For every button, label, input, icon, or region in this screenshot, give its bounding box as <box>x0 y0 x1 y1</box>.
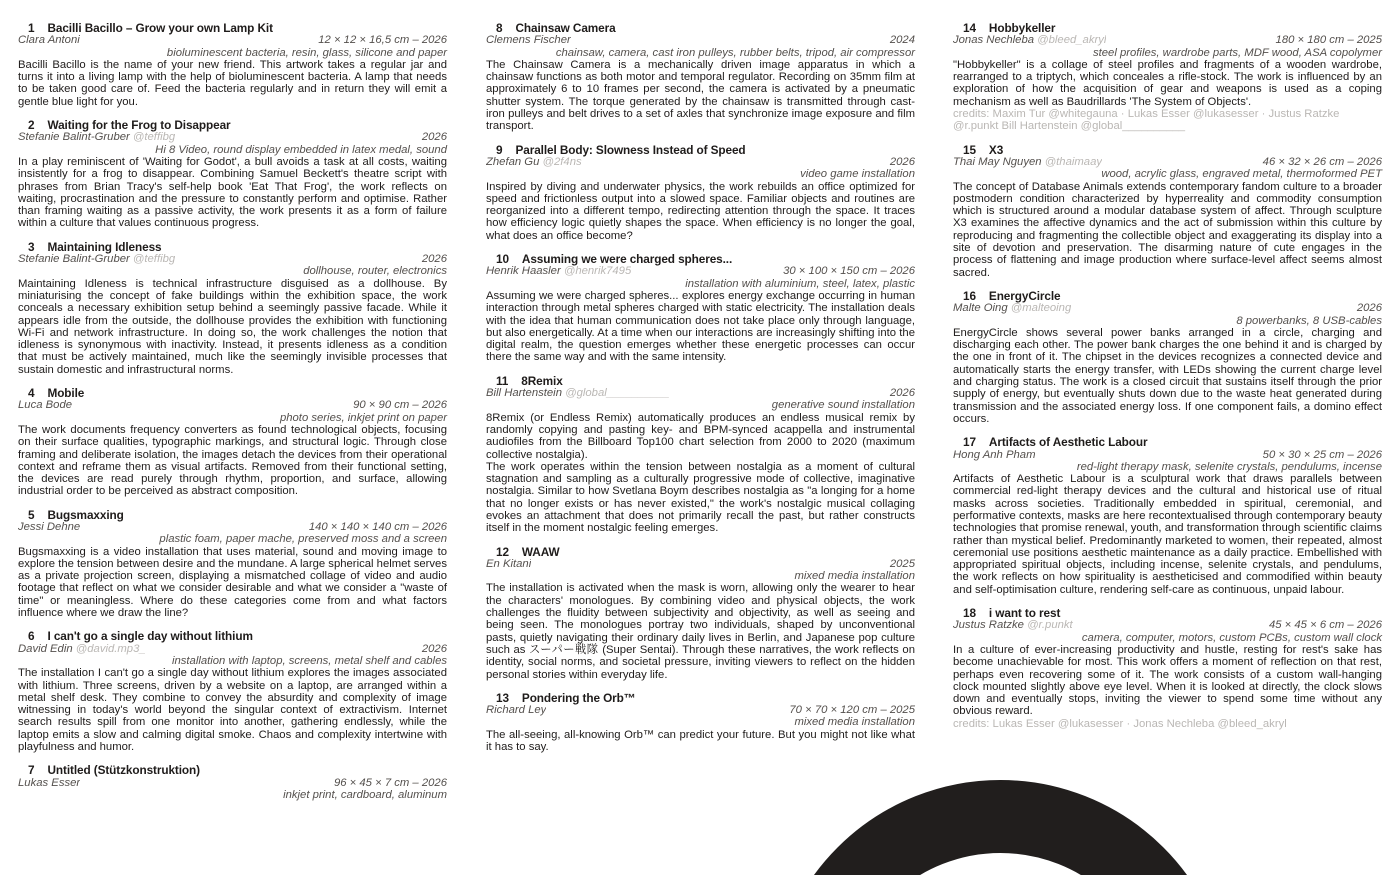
artist <box>18 34 80 46</box>
artist-name: Jonas Nechleba <box>953 34 1035 47</box>
entry-description <box>486 582 915 680</box>
entry-header <box>486 375 915 387</box>
artist <box>953 619 1073 631</box>
entry-header <box>486 22 915 34</box>
entry-title: Hobbykeller <box>988 21 1056 35</box>
entry-byline <box>953 302 1382 314</box>
materials-line: dollhouse, router, electronics <box>303 265 447 278</box>
description-paragraph: "Hobbykeller" is a collage of steel profiles and fragments of a wooden wardrobe, rearranged to a triptych, which conceales a rifle-stock. The work is influenced by an exploration of how the acquisition of gear and weapons is used as a coping mechanism as well as Baudrillards 'The System of Objects'. <box>953 58 1382 108</box>
entry-header <box>486 253 915 265</box>
artist <box>18 643 146 655</box>
materials-line: installation with aluminium, steel, latex, plastic <box>685 277 915 290</box>
entry-title: Waiting for the Frog to Disappear <box>47 118 231 133</box>
artist-name: Jessi Dehne <box>18 520 81 533</box>
dimensions-year: 12 × 12 × 16,5 cm – 2026 <box>318 34 447 47</box>
artist <box>486 156 582 168</box>
artist-name: Lukas Esser <box>18 776 81 789</box>
entry-description <box>953 644 1382 718</box>
materials-line: inkjet print, cardboard, aluminum <box>283 788 447 801</box>
entry-number: 5 <box>28 507 35 522</box>
artist <box>486 704 546 716</box>
dimensions-year: 30 × 100 × 150 cm – 2026 <box>783 265 915 278</box>
entry-byline <box>486 34 915 46</box>
entry-header <box>18 630 447 642</box>
artist-name: Henrik Haasler <box>486 265 561 278</box>
entry-title: 8Remix <box>521 373 563 388</box>
entry-byline <box>18 643 447 655</box>
entry-header <box>953 436 1382 448</box>
dimensions-year: 2026 <box>889 155 915 168</box>
entry-description <box>486 290 915 364</box>
entry-description <box>953 473 1382 596</box>
entry-header <box>953 290 1382 302</box>
entry-byline <box>486 704 915 716</box>
entry-title: I can't go a single day without lithium <box>47 629 253 644</box>
entry-description <box>486 412 915 535</box>
entry-header <box>18 22 447 34</box>
entry-number: 1 <box>28 21 35 35</box>
entry-description <box>486 59 915 133</box>
artwork-entry <box>18 22 447 108</box>
description-paragraph: The work documents frequency converters as found technological objects, focusing on their surface qualities, typographic markings, and structural logic. Through close framing and deliberate isolation, the images detach the devices from their operational context and reframe them as visual artifacts. Removed from their functional setting, the devices are read purely through rhythm, proportion, and surface, allowing industrial order to be perceived as abstract composition. <box>18 423 447 498</box>
materials-line: mixed media installation <box>794 716 915 729</box>
artist-name: En Kitani <box>486 557 532 570</box>
column-left <box>18 22 447 812</box>
artwork-entry <box>18 630 447 753</box>
dimensions-year: 2026 <box>421 642 447 655</box>
entry-header <box>486 144 915 156</box>
entry-title: WAAW <box>521 544 560 559</box>
artist <box>18 777 80 789</box>
entry-title: Untitled (Stützkonstruktion) <box>47 763 200 778</box>
dimensions-year: 96 × 45 × 7 cm – 2026 <box>333 776 447 789</box>
entry-number: 8 <box>496 21 503 35</box>
entry-number: 9 <box>496 142 503 157</box>
description-paragraph: In a culture of ever-increasing productivity and hustle, resting for rest's sake has become unachievable for most. This work offers a moment of reflection on that rest, perhaps even recovering some of it. The work consists of a custom wall-hanging clock mounted slightly above eye level. When it is looked at directly, the clock slows down and eventually stops, inviting the viewer to spend some time without any obvious reward. <box>953 643 1382 718</box>
entry-description <box>18 59 447 108</box>
entry-number: 18 <box>963 606 976 621</box>
artwork-entry <box>486 144 915 242</box>
entry-number: 16 <box>963 288 976 303</box>
dimensions-year: 2026 <box>889 387 915 400</box>
artist <box>953 156 1102 168</box>
entry-header <box>18 241 447 253</box>
materials-line: red-light therapy mask, selenite crystals, pendulums, incense <box>1076 460 1382 473</box>
entry-header <box>18 387 447 399</box>
entry-byline <box>18 777 447 789</box>
description-paragraph: The installation is activated when the mask is worn, allowing only the wearer to hear the characters' monologues. By combining video and physical objects, the work challenges the fluidity between subjectivity and objectivity, as well as seeing and being seen. The monologues portray two individuals, shaped by unconventional pasts, quietly navigating their ordinary daily lives in Berlin, and Japanese pop culture such as スーパー戦隊 (Super Sentai). Through these narratives, the work reflects on identity, social norms, and societal pressure, inviting viewers to reflect on the hidden personal stories within everyday life. <box>486 582 915 681</box>
entry-number: 13 <box>496 690 509 705</box>
column-middle <box>486 22 915 764</box>
materials-line: plastic foam, paper mache, preserved moss and a screen <box>159 533 447 546</box>
artist-name: Justus Ratzke <box>953 619 1024 632</box>
entry-number: 10 <box>496 252 509 267</box>
artist <box>953 34 1106 46</box>
artist-name: Zhefan Gu <box>486 155 540 168</box>
artist-name: Richard Ley <box>486 704 547 717</box>
artist-name: Hong Anh Pham <box>953 448 1036 461</box>
artist-handle: @henrik7495 <box>563 265 632 278</box>
artist <box>486 558 531 570</box>
materials-line: photo series, inkjet print on paper <box>279 411 447 424</box>
artist-handle: @thaimaay <box>1044 155 1102 168</box>
artist-handle: @bleed_akryl <box>1037 34 1107 47</box>
entry-byline <box>953 156 1382 168</box>
artwork-entry <box>953 607 1382 730</box>
materials-line: generative sound installation <box>771 399 915 412</box>
artist <box>953 449 1035 461</box>
entry-header <box>486 546 915 558</box>
artist <box>18 399 72 411</box>
artist-name: Clemens Fischer <box>486 34 571 47</box>
entry-number: 12 <box>496 544 509 559</box>
entry-description <box>953 181 1382 279</box>
description-paragraph: In a play reminiscent of 'Waiting for Godot', a bull avoids a task at all costs, waiting insistently for a frog to disappear. Combining Samuel Beckett's theatre script with phrases from Brian Tracy's self-help book 'Eat That Frog', the work reflects on waiting, procrastination and the pressure to constantly perform and optimise. Rather than framing waiting as a passive activity, the work presents it as a form of failure within a culture that values continuous progress. <box>18 155 447 230</box>
artist-handle: @global__________ <box>565 387 670 400</box>
entry-title: Assuming we were charged spheres... <box>521 252 733 267</box>
artist-name: Stefanie Balint-Gruber <box>18 253 130 266</box>
artwork-entry <box>18 387 447 498</box>
entry-number: 3 <box>28 239 35 254</box>
entry-number: 14 <box>963 21 976 35</box>
materials-line: camera, computer, motors, custom PCBs, custom wall clock <box>1081 631 1382 644</box>
artwork-entry <box>486 375 915 535</box>
entry-title: Pondering the Orb™ <box>521 690 636 705</box>
entry-byline <box>953 449 1382 461</box>
artist-handle: @r.punkt <box>1027 619 1073 632</box>
entry-number: 11 <box>496 373 509 388</box>
entry-title: Bacilli Bacillo – Grow your own Lamp Kit <box>47 21 273 35</box>
materials-line: video game installation <box>800 168 915 181</box>
artwork-entry <box>486 253 915 364</box>
entry-byline <box>18 253 447 265</box>
entry-byline <box>18 399 447 411</box>
entry-description <box>486 181 915 242</box>
materials-line: mixed media installation <box>794 570 915 583</box>
artwork-entry <box>18 119 447 230</box>
dimensions-year: 180 × 180 cm – 2025 <box>1275 34 1382 47</box>
dimensions-year: 70 × 70 × 120 cm – 2025 <box>789 704 915 717</box>
entry-header <box>953 22 1382 34</box>
materials-line: wood, acrylic glass, engraved metal, thermoformed PET <box>1101 168 1382 181</box>
description-paragraph: The Chainsaw Camera is a mechanically driven image apparatus in which a chainsaw functions as both motor and temporal regulator. Recording on 35mm film at approximately 6 to 10 frames per second, the camera is activated by a pneumatic shutter system. The torque generated by the chainsaw is transmitted through cast-iron pulleys and belt drives to a set of axles that synchronize image exposure and film transport. <box>486 58 915 133</box>
artwork-entry <box>18 764 447 801</box>
entry-title: Artifacts of Aesthetic Labour <box>988 435 1148 450</box>
entry-header <box>486 692 915 704</box>
artwork-entry <box>953 436 1382 596</box>
entry-title: X3 <box>988 142 1004 157</box>
dimensions-year: 2024 <box>889 34 915 47</box>
dimensions-year: 90 × 90 cm – 2026 <box>353 399 447 412</box>
entry-header <box>18 509 447 521</box>
entry-byline <box>486 265 915 277</box>
artist-handle: @teffibg <box>132 131 176 144</box>
artwork-entry <box>18 241 447 376</box>
description-paragraph: Maintaining Idleness is technical infrastructure disguised as a dollhouse. By miniaturising the concept of fake buildings within the exhibition space, the work conceals a necessary exhibition setup behind a seemingly passive facade. While it appears idle from the outside, the dollhouse provides the exhibition with functioning Wi-Fi and network infrastructure. In doing so, the work challenges the notion that idleness is synonymous with inactivity. Instead, it presents idleness as a condition that must be actively maintained, much like the seemingly invisible processes that sustain domestic and infrastructural norms. <box>18 277 447 376</box>
description-paragraph: The installation I can't go a single day without lithium explores the images associated with lithium. Three screens, driven by a website on a laptop, are arranged within a metal shelf desk. They combine to convey the absurdity and complexity of image witnessing in today's world beyond the singular context of extractivism. Internet search results spill from one monitor into another, gathering endlessly, while the laptop emits a slow and calming digital smoke. Chaos and complexity intertwine with playfulness and humor. <box>18 667 447 754</box>
entry-description <box>953 327 1382 425</box>
artist <box>486 387 670 399</box>
artist-handle: @teffibg <box>132 253 176 266</box>
artist-name: Clara Antoni <box>18 34 80 47</box>
entry-number: 7 <box>28 763 35 778</box>
artist-name: Stefanie Balint-Gruber <box>18 131 130 144</box>
entry-credits: credits: Maxim Tur @whitegauna · Lukas Esser @lukasesser · Justus Ratzke @r.punkt Bill Hartenstein @global__________ <box>953 108 1340 133</box>
artwork-entry <box>486 546 915 681</box>
description-paragraph: Artifacts of Aesthetic Labour is a sculptural work that draws parallels between commercial red-light therapy devices and the cultural and historical use of ritual masks across societies. Traditionally embedded in spiritual, ceremonial, and performative contexts, masks are here recontextualised through contemporary beauty technologies that promise renewal, youth, and transformation through scientific claims rather than mystical belief. Predominantly marketed to women, their repeated, almost ceremonial use positions aesthetic maintenance as a daily practice. Embellished with appropriated spiritual objects, including incense, selenite crystals, and pendulums, the work reflects on how spirituality is aestheticised and commodified within beauty and self-optimisation culture, rendering self-care as continuous, unpaid labour. <box>953 473 1382 596</box>
artist <box>953 302 1071 314</box>
entry-byline <box>486 387 915 399</box>
artist-handle: @david.mp3_ <box>75 642 146 655</box>
dimensions-year: 2025 <box>889 557 915 570</box>
description-paragraph: The all-seeing, all-knowing Orb™ can predict your future. But you might not like what it has to say. <box>486 728 915 754</box>
dimensions-year: 46 × 32 × 26 cm – 2026 <box>1262 155 1382 168</box>
entry-title: Maintaining Idleness <box>47 239 162 254</box>
entry-byline <box>18 34 447 46</box>
entry-description <box>18 156 447 230</box>
dimensions-year: 140 × 140 × 140 cm – 2026 <box>308 520 447 533</box>
dimensions-year: 2026 <box>421 253 447 266</box>
dimensions-year: 2026 <box>1356 302 1382 315</box>
artist-handle: @2f4ns <box>542 155 582 168</box>
artist <box>486 34 571 46</box>
entry-byline <box>953 34 1382 46</box>
description-paragraph: The concept of Database Animals extends contemporary fandom culture to a broader postmodern condition characterized by hyperreality and commodity consumption which is structured around a modular database system of affect. Through sculpture X3 examines the affective dynamics and the act of submission within this culture by reproducing and fragmenting the collectible object and exaggerating its display into a site of devotion and preservation. The disarming nature of cute engages in the process of flattening and image production where surface-level affect seems almost sacred. <box>953 180 1382 279</box>
materials-line: steel profiles, wardrobe parts, MDF wood, ASA copolymer <box>1092 46 1382 59</box>
entry-description <box>18 424 447 498</box>
entry-description <box>953 59 1382 108</box>
column-right <box>953 22 1382 741</box>
entry-title: Chainsaw Camera <box>515 21 616 35</box>
entry-description <box>18 278 447 376</box>
entry-byline <box>486 558 915 570</box>
materials-line: 8 powerbanks, 8 USB-cables <box>1236 314 1382 327</box>
entry-title: Parallel Body: Slowness Instead of Speed <box>515 142 746 157</box>
artist <box>486 265 631 277</box>
artist <box>18 253 175 265</box>
materials-line: installation with laptop, screens, metal shelf and cables <box>171 654 447 667</box>
materials-line: bioluminescent bacteria, resin, glass, silicone and paper <box>166 46 447 59</box>
artist <box>18 521 80 533</box>
dimensions-year: 50 × 30 × 25 cm – 2026 <box>1262 448 1382 461</box>
entry-byline <box>486 156 915 168</box>
entry-credits: credits: Lukas Esser @lukasesser · Jonas Nechleba @bleed_akryl <box>953 717 1287 730</box>
description-paragraph: The work operates within the tension between nostalgia as a moment of cultural stagnation and sampling as a culturally progressive mode of collective, imaginative nostalgia. Similar to how Svetlana Boym describes nostalgia as "a longing for a home that no longer exists or has never existed," the work's nostalgic musical collaging evokes an attachment that does not primarily recall the past, but rather constructs itself in the moment nostalgic feeling emerges. <box>486 460 915 535</box>
description-paragraph: 8Remix (or Endless Remix) automatically produces an endless musical remix by randomly copying and pasting key- and BPM-synced acappella and instrumental audiofiles from the Billboard Top100 chart selection from 2000 to 2020 (maximum collective nostalgia). <box>486 411 915 461</box>
entry-title: EnergyCircle <box>988 288 1061 303</box>
artwork-entry <box>486 692 915 753</box>
entry-number: 15 <box>963 142 976 157</box>
description-paragraph: Bacilli Bacillo is the name of your new friend. This artwork takes a regular jar and turns it into a living lamp with the help of bioluminescent bacteria. A lamp that needs to be taken good care of. Feed the bacteria regularly and in return they will emit a gentle blue light for you. <box>18 58 447 108</box>
description-paragraph: Inspired by diving and underwater physics, the work rebuilds an office optimized for speed and frictionless output into a slowed space. Familiar objects and routines are reorganized into a different tempo, redirecting attention through the space. It traces how efficiency logic quietly shapes the space. When efficiency is no longer the goal, what does an office become? <box>486 180 915 242</box>
entry-byline <box>953 619 1382 631</box>
artwork-entry <box>953 290 1382 425</box>
artwork-entry <box>18 509 447 620</box>
artist-name: Thai May Nguyen <box>953 155 1042 168</box>
circle-logo <box>770 780 1231 875</box>
materials-line: chainsaw, camera, cast iron pulleys, rubber belts, tripod, air compressor <box>555 46 915 59</box>
entry-number: 4 <box>28 386 35 401</box>
artwork-entry <box>486 22 915 133</box>
artwork-entry <box>953 22 1382 133</box>
entry-header <box>18 119 447 131</box>
entry-description <box>18 667 447 753</box>
entry-header <box>953 607 1382 619</box>
entry-description <box>18 546 447 620</box>
artwork-entry <box>953 144 1382 279</box>
artist-name: Malte Oing <box>953 302 1008 315</box>
entry-byline <box>18 131 447 143</box>
dimensions-year: 2026 <box>421 131 447 144</box>
entry-number: 6 <box>28 629 35 644</box>
materials-line: Hi 8 Video, round display embedded in latex medal, sound <box>155 143 447 156</box>
artist-name: Bill Hartenstein <box>486 387 562 400</box>
entry-description <box>486 729 915 754</box>
description-paragraph: EnergyCircle shows several power banks arranged in a circle, charging and discharging each other. The power bank charges the one behind it and is charged by the one in front of it. The chipset in the devices recognizes a connected device and automatically starts the energy transfer, with LEDs showing the current charge level and charging status. The work is a closed circuit that sustains itself through the prior supply of energy, but eventually shuts down due to the waste heat generated during transmission and the associated energy loss. If one component fails, a domino effect occurs. <box>953 326 1382 425</box>
description-paragraph: Bugsmaxxing is a video installation that uses material, sound and moving image to explore the tension between desire and the mundane. A large spherical helmet serves as a private projection screen, displaying a mismatched collage of video and audio footage that reflect on what we consider desirable and what we consider a "waste of time" or meaningless. Where do these categories come from and what factors influence where we draw the line? <box>18 545 447 620</box>
entry-number: 2 <box>28 118 35 133</box>
entry-title: i want to rest <box>988 606 1061 621</box>
entry-byline <box>18 521 447 533</box>
dimensions-year: 45 × 45 × 6 cm – 2026 <box>1268 619 1382 632</box>
entry-header <box>953 144 1382 156</box>
entry-title: Bugsmaxxing <box>47 507 124 522</box>
entry-number: 17 <box>963 435 976 450</box>
artist-handle: @malteoing <box>1010 302 1072 315</box>
artist-name: Luca Bode <box>18 399 73 412</box>
artist-name: David Edin <box>18 642 73 655</box>
artist <box>18 131 175 143</box>
description-paragraph: Assuming we were charged spheres... explores energy exchange occurring in human interaction through metal spheres charged with static electricity. The installation deals with the idea that human communication does not take place only through language, but also energetically. At a time when our interactions are increasingly shifting into the digital realm, the question emerges whether these energetic processes can occur there the same way and with the same intensity. <box>486 289 915 364</box>
entry-header <box>18 764 447 776</box>
entry-title: Mobile <box>47 386 85 401</box>
